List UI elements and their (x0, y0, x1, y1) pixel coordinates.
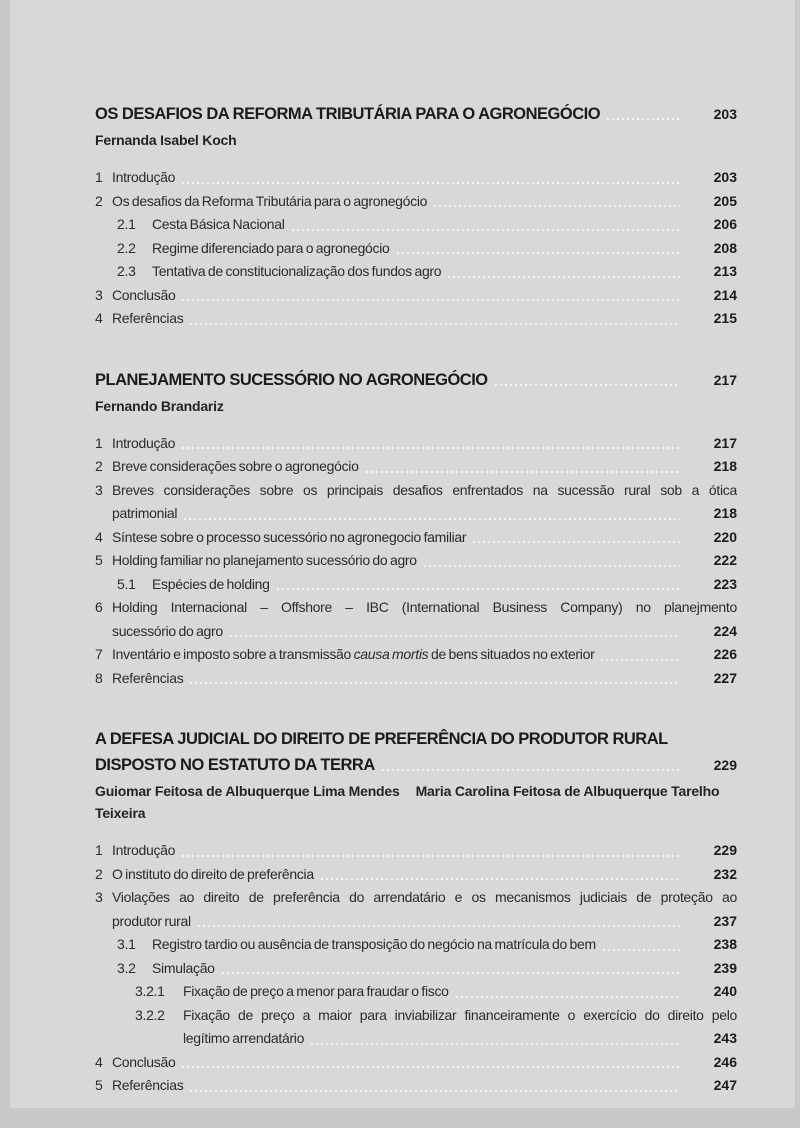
dot-leader (607, 118, 680, 120)
toc-entry (95, 307, 737, 331)
dot-leader (292, 229, 680, 231)
entry-label: 8 (95, 669, 103, 686)
toc-entry (95, 166, 737, 190)
page (10, 0, 795, 1108)
toc-section (95, 367, 737, 691)
entry-title-continuation: legítimo arrendatário (183, 1030, 305, 1046)
dot-leader (495, 384, 680, 386)
entry-title-continuation: sucessório do agro (112, 622, 223, 639)
entry-page-number: 243 (713, 1030, 737, 1046)
dot-leader (182, 447, 680, 449)
dot-leader (190, 323, 680, 325)
entry-page-number: 220 (713, 528, 737, 545)
dot-leader (321, 878, 680, 880)
entry-title: Registro tardio ou ausência de transposição do negócio na matrícula do bem (152, 936, 596, 952)
entry-page-number: 247 (713, 1077, 737, 1093)
dot-leader (434, 205, 680, 207)
toc-entry (95, 526, 737, 550)
entry-label: 1 (95, 842, 103, 858)
toc-entry (95, 260, 737, 284)
entry-title-italic: causa mortis (353, 646, 429, 662)
entry-label: 5 (95, 1077, 103, 1093)
entry-label: 3 (95, 286, 103, 303)
entry-title: Violações ao direito de preferência do arrendatário e os mecanismos judiciais de proteção ao (112, 889, 737, 905)
dot-leader (603, 949, 680, 951)
entry-title: Holding Internacional – Offshore – IBC (International Business Company) no planejmento (112, 599, 737, 615)
dot-leader (311, 1043, 680, 1045)
toc-entry (95, 933, 737, 957)
entry-title: Síntese sobre o processo sucessório no agronegocio familiar (112, 528, 467, 545)
entry-title: Referências (112, 310, 184, 326)
entry-title: Fixação de preço a maior para inviabilizar financeiramente o exercício do direito pelo (183, 1006, 737, 1023)
entry-label: 4 (95, 528, 103, 545)
dot-leader (456, 996, 680, 998)
toc-entry (95, 573, 737, 597)
toc-entry (95, 957, 737, 981)
entry-label: 5.1 (117, 575, 136, 592)
entry-label: 1 (95, 169, 103, 185)
table-of-contents (10, 0, 795, 1098)
dot-leader (277, 588, 680, 590)
entry-label: 2 (95, 458, 103, 474)
entry-title: Introdução (112, 842, 176, 858)
entry-title: Breve considerações sobre o agronegócio (112, 458, 359, 474)
toc-entry (95, 284, 737, 308)
toc-entry (95, 643, 737, 667)
toc-entry (95, 596, 737, 643)
dot-leader (230, 635, 680, 637)
entry-label: 4 (95, 1053, 103, 1070)
toc-entry (95, 863, 737, 887)
entry-title: Referências (112, 1077, 184, 1093)
dot-leader (366, 471, 680, 473)
chapter-authors (95, 129, 737, 151)
toc-section (95, 101, 737, 331)
entry-label: 3 (95, 481, 103, 498)
entry-title-continuation: produtor rural (112, 912, 191, 929)
entry-list (95, 432, 737, 691)
entry-label: 7 (95, 646, 103, 662)
entry-page-number: 203 (713, 169, 737, 185)
entry-list (95, 166, 737, 331)
entry-page-number: 232 (713, 865, 737, 882)
chapter-page-number: 229 (713, 757, 737, 773)
entry-page-number: 218 (713, 458, 737, 474)
toc-entry (95, 213, 737, 237)
entry-page-number: 205 (713, 192, 737, 209)
entry-title: Referências (112, 669, 184, 686)
entry-title: Holding familiar no planejamento sucessório do agro (112, 552, 417, 568)
entry-title: Cesta Básica Nacional (152, 216, 285, 232)
entry-label: 4 (95, 310, 103, 326)
chapter-heading (95, 367, 737, 393)
chapter-heading (95, 726, 737, 778)
entry-label: 3.2 (117, 959, 136, 976)
dot-leader (182, 855, 680, 857)
toc-entry (95, 667, 737, 691)
entry-label: 3.2.2 (135, 1006, 165, 1023)
chapter-page-number: 217 (713, 371, 737, 388)
entry-page-number: 226 (713, 646, 737, 662)
entry-page-number: 238 (713, 936, 737, 952)
toc-entry (95, 839, 737, 863)
entry-list (95, 839, 737, 1098)
entry-page-number: 224 (713, 622, 737, 639)
toc-entry (95, 479, 737, 526)
entry-title (112, 643, 594, 667)
entry-title: Espécies de holding (152, 575, 270, 592)
toc-entry (95, 886, 737, 933)
dot-leader (448, 276, 680, 278)
entry-label: 1 (95, 434, 103, 451)
entry-page-number: 223 (713, 575, 737, 592)
entry-page-number: 215 (713, 310, 737, 326)
entry-title: Introdução (112, 434, 176, 451)
dot-leader (222, 972, 680, 974)
entry-title: Regime diferenciado para o agronegócio (152, 239, 390, 256)
chapter-page-number: 203 (713, 106, 737, 122)
entry-title: Os desafios da Reforma Tributária para o agronegócio (112, 192, 428, 209)
dot-leader (601, 659, 680, 661)
entry-page-number: 227 (713, 669, 737, 686)
entry-label: 2.1 (117, 216, 136, 232)
entry-label: 2.2 (117, 239, 136, 256)
dot-leader (184, 518, 680, 520)
toc-entry (95, 1074, 737, 1098)
entry-title: Introdução (112, 169, 176, 185)
entry-label: 5 (95, 552, 103, 568)
entry-page-number: 239 (713, 959, 737, 976)
entry-label: 2 (95, 192, 103, 209)
toc-entry (95, 455, 737, 479)
chapter-authors (95, 780, 737, 824)
toc-entry (95, 237, 737, 261)
entry-title-continuation: patrimonial (112, 505, 178, 521)
entry-label: 3 (95, 889, 103, 905)
chapter-heading (95, 101, 737, 127)
entry-title: O instituto do direito de preferência (112, 865, 314, 882)
author-name: Fernando Brandariz (95, 397, 224, 414)
chapter-title: PLANEJAMENTO SUCESSÓRIO NO AGRONEGÓCIO (95, 370, 488, 389)
toc-entry (95, 432, 737, 456)
dot-leader (182, 299, 680, 301)
entry-page-number: 240 (713, 983, 737, 999)
entry-page-number: 206 (713, 216, 737, 232)
dot-leader (190, 1090, 680, 1092)
dot-leader (198, 925, 680, 927)
toc-entry (95, 190, 737, 214)
entry-title: Fixação de preço a menor para fraudar o fisco (183, 983, 449, 999)
author-name: Maria Carolina Feitosa de Albuquerque Tarelho Teixeira (95, 783, 720, 821)
entry-title: Tentativa de constitucionalização dos fundos agro (152, 263, 442, 279)
toc-entry (95, 980, 737, 1004)
chapter-authors (95, 395, 737, 417)
toc-entry (95, 1004, 737, 1051)
chapter-title: OS DESAFIOS DA REFORMA TRIBUTÁRIA PARA O AGRONEGÓCIO (95, 105, 601, 123)
toc-section (95, 726, 737, 1098)
dot-leader (190, 682, 680, 684)
author-name: Guiomar Feitosa de Albuquerque Lima Mendes (95, 783, 400, 799)
entry-page-number: 237 (713, 912, 737, 929)
dot-leader (382, 769, 680, 771)
chapter-title: A DEFESA JUDICIAL DO DIREITO DE PREFERÊNCIA DO PRODUTOR RURAL (95, 730, 668, 748)
entry-page-number: 229 (713, 842, 737, 858)
entry-page-number: 214 (713, 286, 737, 303)
entry-page-number: 222 (713, 552, 737, 568)
dot-leader (424, 565, 680, 567)
chapter-title-continuation: DISPOSTO NO ESTATUTO DA TERRA (95, 756, 375, 774)
entry-page-number: 213 (713, 263, 737, 279)
dot-leader (473, 541, 680, 543)
entry-page-number: 218 (713, 505, 737, 521)
toc-entry (95, 549, 737, 573)
entry-title-part: Inventário e imposto sobre a transmissão (112, 646, 354, 662)
entry-page-number: 246 (713, 1053, 737, 1070)
entry-page-number: 217 (713, 434, 737, 451)
entry-title: Conclusão (112, 286, 176, 303)
entry-label: 2.3 (117, 263, 136, 279)
dot-leader (182, 1066, 680, 1068)
author-name: Fernanda Isabel Koch (95, 132, 237, 148)
entry-label: 2 (95, 865, 103, 882)
entry-title: Simulação (152, 959, 215, 976)
entry-label: 6 (95, 599, 103, 615)
entry-label: 3.2.1 (135, 983, 165, 999)
dot-leader (397, 252, 680, 254)
entry-label: 3.1 (117, 936, 136, 952)
dot-leader (182, 182, 680, 184)
entry-title-part: de bens situados no exterior (428, 646, 595, 662)
entry-title: Breves considerações sobre os principais desafios enfrentados na sucessão rural sob a ótica (112, 481, 737, 498)
entry-title: Conclusão (112, 1053, 176, 1070)
entry-page-number: 208 (713, 239, 737, 256)
toc-entry (95, 1051, 737, 1075)
